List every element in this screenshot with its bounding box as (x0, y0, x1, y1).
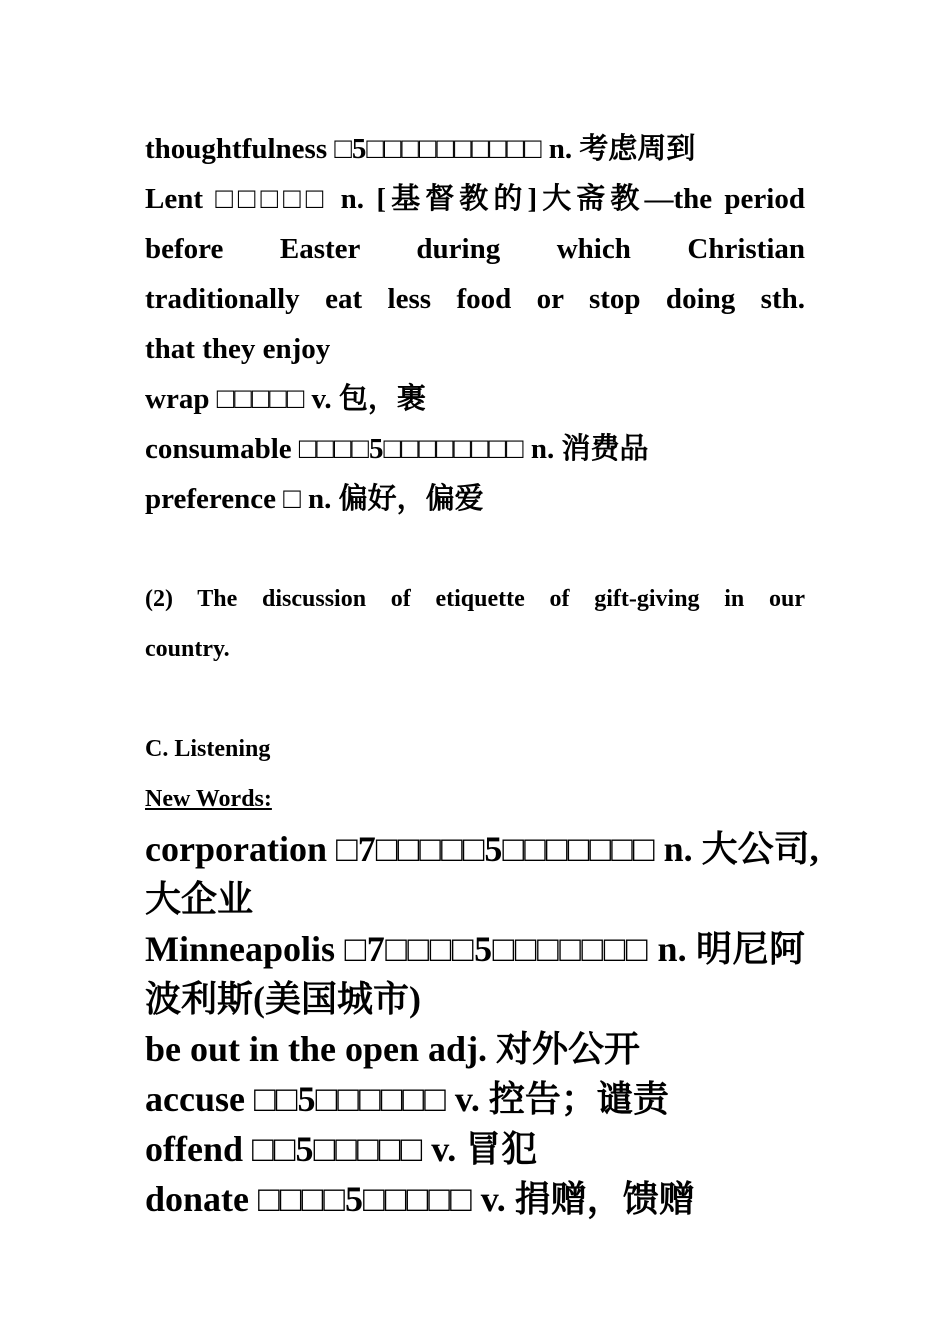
vocab-entry-minneapolis: Minneapolis □7□□□□5□□□□□□□ n. 明尼阿 (145, 929, 805, 969)
vocab-entry-offend: offend □□5□□□□□ v. 冒犯 (145, 1129, 538, 1169)
vocab-entry-corporation: corporation □7□□□□□5□□□□□□□ n. 大公司, (145, 829, 819, 869)
vocab-entry-preference: preference □ n. 偏好，偏爱 (145, 483, 484, 515)
discussion-topic-line: (2) The discussion of etiquette of gift-giving in our (145, 586, 805, 612)
section-heading: C. Listening (145, 736, 271, 762)
vocab-entry-donate: donate □□□□5□□□□□ v. 捐赠，馈赠 (145, 1179, 695, 1219)
vocab-entry-lent-definition: that they enjoy (145, 333, 331, 365)
discussion-topic (145, 574, 805, 674)
vocab-entry-out-in-the-open: be out in the open adj. 对外公开 (145, 1029, 641, 1069)
discussion-topic-line: country. (145, 636, 230, 662)
vocab-entry-accuse: accuse □□5□□□□□□ v. 控告；谴责 (145, 1079, 669, 1119)
vocab-entry-lent-definition: before Easter during which Christian (145, 233, 805, 265)
vocab-entry-thoughtfulness: thoughtfulness □5□□□□□□□□□□ n. 考虑周到 (145, 133, 696, 165)
vocab-entry-lent: Lent □□□□□ n. [基督教的]大斋教―the period (145, 183, 805, 215)
vocab-entry-minneapolis-cont: 波利斯(美国城市) (145, 979, 421, 1019)
vocab-entry-lent-definition: traditionally eat less food or stop doing sth. (145, 283, 805, 315)
vocab-entry-wrap: wrap □□□□□ v. 包，裹 (145, 383, 426, 415)
new-words-label: New Words: (145, 786, 272, 812)
vocab-entry-consumable: consumable □□□□5□□□□□□□□ n. 消费品 (145, 433, 649, 465)
vocab-entry-corporation-cont: 大企业 (145, 879, 254, 919)
document-page (145, 124, 819, 1224)
vocab-list-gift-giving (145, 124, 805, 524)
vocab-list-listening (145, 824, 819, 1224)
